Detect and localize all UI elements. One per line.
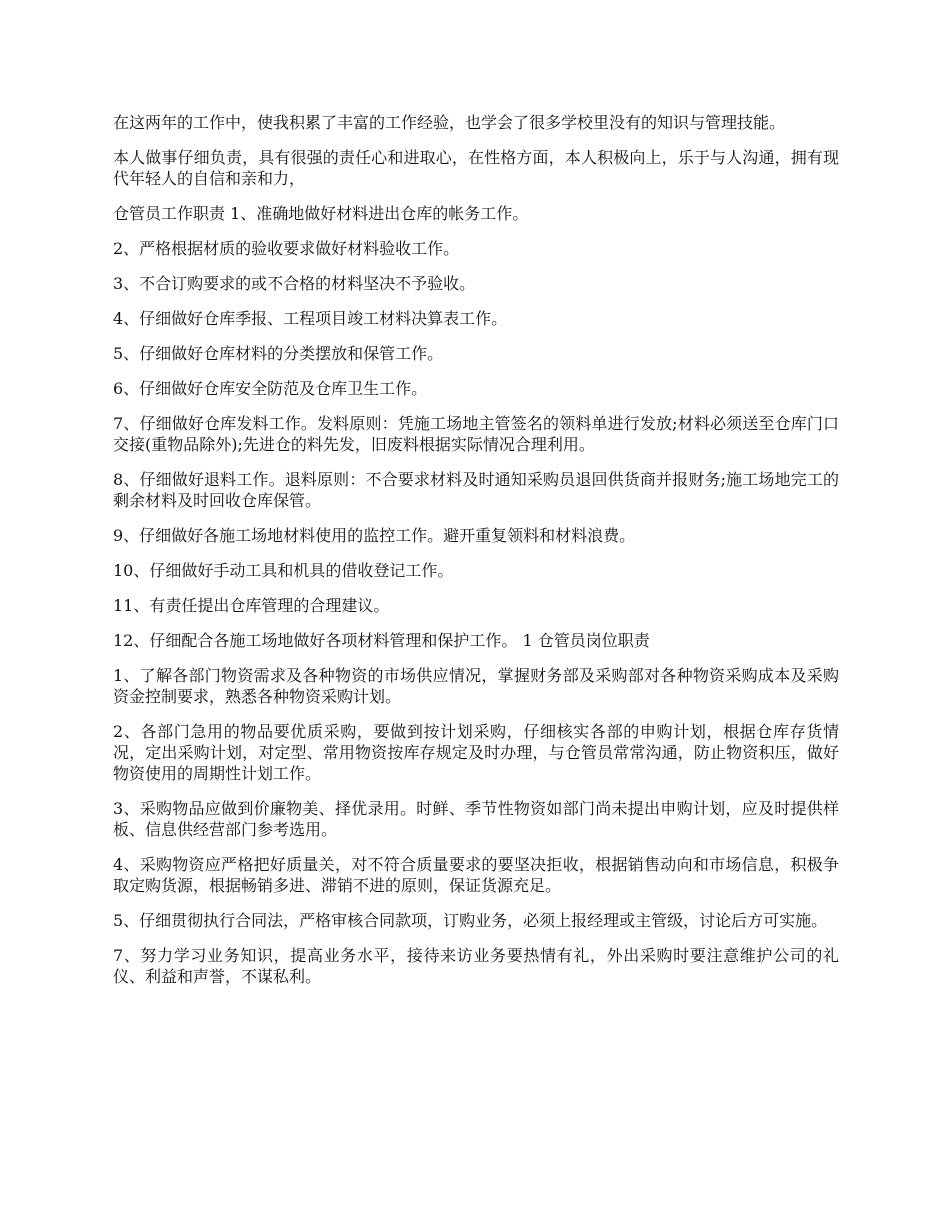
paragraph-intro-experience: 在这两年的工作中，使我积累了丰富的工作经验，也学会了很多学校里没有的知识与管理技能。 xyxy=(113,113,786,132)
paragraph-purchase-7: 7、努力学习业务知识，提高业务水平，接待来访业务要热情有礼，外出采购时要注意维护公司的礼仪、利益和声誉，不谋私利。 xyxy=(113,946,839,986)
document-body xyxy=(113,112,839,1001)
paragraph-purchase-3: 3、采购物品应做到价廉物美、择优录用。时鲜、季节性物资如部门尚未提出申购计划，应及时提供样板、信息供经营部门参考选用。 xyxy=(113,799,839,839)
paragraph-duty-4: 4、仔细做好仓库季报、工程项目竣工材料决算表工作。 xyxy=(113,309,508,328)
paragraph-duty-2: 2、严格根据材质的验收要求做好材料验收工作。 xyxy=(113,239,460,258)
paragraph-purchase-2: 2、各部门急用的物品要优质采购，要做到按计划采购，仔细核实各部的申购计划，根据仓库存货情况，定出采购计划，对定型、常用物资按库存规定及时办理，与仓管员常常沟通，防止物资积压，做好物资使用的周期性计划工作。 xyxy=(113,722,839,783)
paragraph-duty-9: 9、仔细做好各施工场地材料使用的监控工作。避开重复领料和材料浪费。 xyxy=(113,526,636,545)
paragraph-purchase-5: 5、仔细贯彻执行合同法，严格审核合同款项，订购业务，必须上报经理或主管级，讨论后方可实施。 xyxy=(113,911,828,930)
paragraph-duty-7: 7、仔细做好仓库发料工作。发料原则：凭施工场地主管签名的领料单进行发放;材料必须送至仓库门口交接(重物品除外);先进仓的料先发，旧废料根据实际情况合理利用。 xyxy=(113,414,839,454)
paragraph-duty-10: 10、仔细做好手动工具和机具的借收登记工作。 xyxy=(113,561,454,580)
paragraph-duty-3: 3、不合订购要求的或不合格的材料坚决不予验收。 xyxy=(113,274,476,293)
paragraph-duty-5: 5、仔细做好仓库材料的分类摆放和保管工作。 xyxy=(113,344,444,363)
paragraph-duty-1: 仓管员工作职责 1、准确地做好材料进出仓库的帐务工作。 xyxy=(113,204,529,223)
paragraph-purchase-1: 1、了解各部门物资需求及各种物资的市场供应情况，掌握财务部及采购部对各种物资采购成本及采购资金控制要求，熟悉各种物资采购计划。 xyxy=(113,666,839,706)
paragraph-duty-12: 12、仔细配合各施工场地做好各项材料管理和保护工作。 1 仓管员岗位职责 xyxy=(113,631,650,650)
paragraph-duty-11: 11、有责任提出仓库管理的合理建议。 xyxy=(113,596,390,615)
paragraph-duty-8: 8、仔细做好退料工作。退料原则：不合要求材料及时通知采购员退回供货商并报财务;施工场地完工的剩余材料及时回收仓库保管。 xyxy=(113,470,839,510)
paragraph-intro-personality: 本人做事仔细负责，具有很强的责任心和进取心，在性格方面，本人积极向上，乐于与人沟通，拥有现代年轻人的自信和亲和力， xyxy=(113,148,839,188)
paragraph-purchase-4: 4、采购物资应严格把好质量关，对不符合质量要求的要坚决拒收，根据销售动向和市场信息，积极争取定购货源，根据畅销多进、滞销不进的原则，保证货源充足。 xyxy=(113,855,839,895)
paragraph-duty-6: 6、仔细做好仓库安全防范及仓库卫生工作。 xyxy=(113,379,428,398)
